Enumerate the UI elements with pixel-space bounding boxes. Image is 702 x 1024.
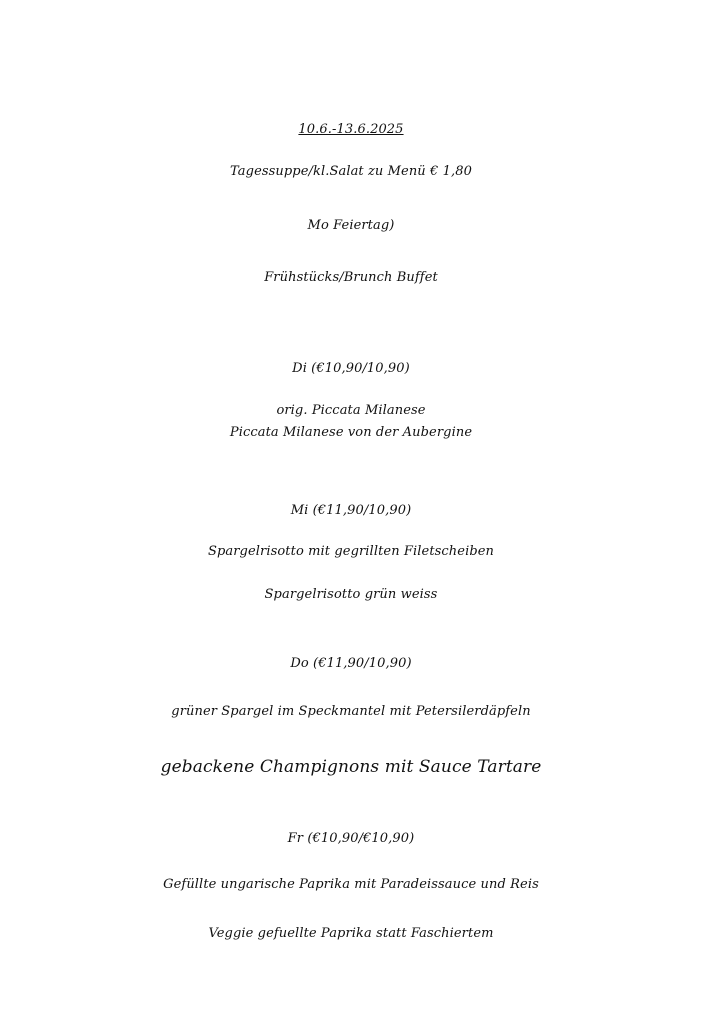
wednesday-heading: Mi (€11,90/10,90) — [290, 503, 412, 518]
tuesday-heading: Di (€10,90/10,90) — [292, 361, 410, 376]
friday-item: Gefüllte ungarische Paprika mit Paradeissauce und Reis — [163, 877, 539, 892]
monday-heading: Mo Feiertag) — [307, 218, 395, 233]
friday-heading: Fr (€10,90/€10,90) — [287, 831, 415, 846]
wednesday-item: Spargelrisotto grün weiss — [264, 587, 438, 602]
thursday-item: grüner Spargel im Speckmantel mit Petersilerdäpfeln — [171, 704, 531, 719]
thursday-item: gebackene Champignons mit Sauce Tartare — [160, 757, 542, 777]
monday-item: Frühstücks/Brunch Buffet — [264, 270, 438, 285]
wednesday-item: Spargelrisotto mit gegrillten Filetscheiben — [207, 544, 495, 559]
tuesday-item: orig. Piccata Milanese — [276, 403, 426, 418]
thursday-heading: Do (€11,90/10,90) — [290, 656, 412, 671]
tuesday-item: Piccata Milanese von der Aubergine — [229, 425, 473, 440]
friday-item: Veggie gefuellte Paprika statt Faschiertem — [208, 926, 494, 941]
menu-dates: 10.6.-13.6.2025 — [298, 122, 404, 137]
soup-note: Tagessuppe/kl.Salat zu Menü € 1,80 — [230, 164, 472, 179]
